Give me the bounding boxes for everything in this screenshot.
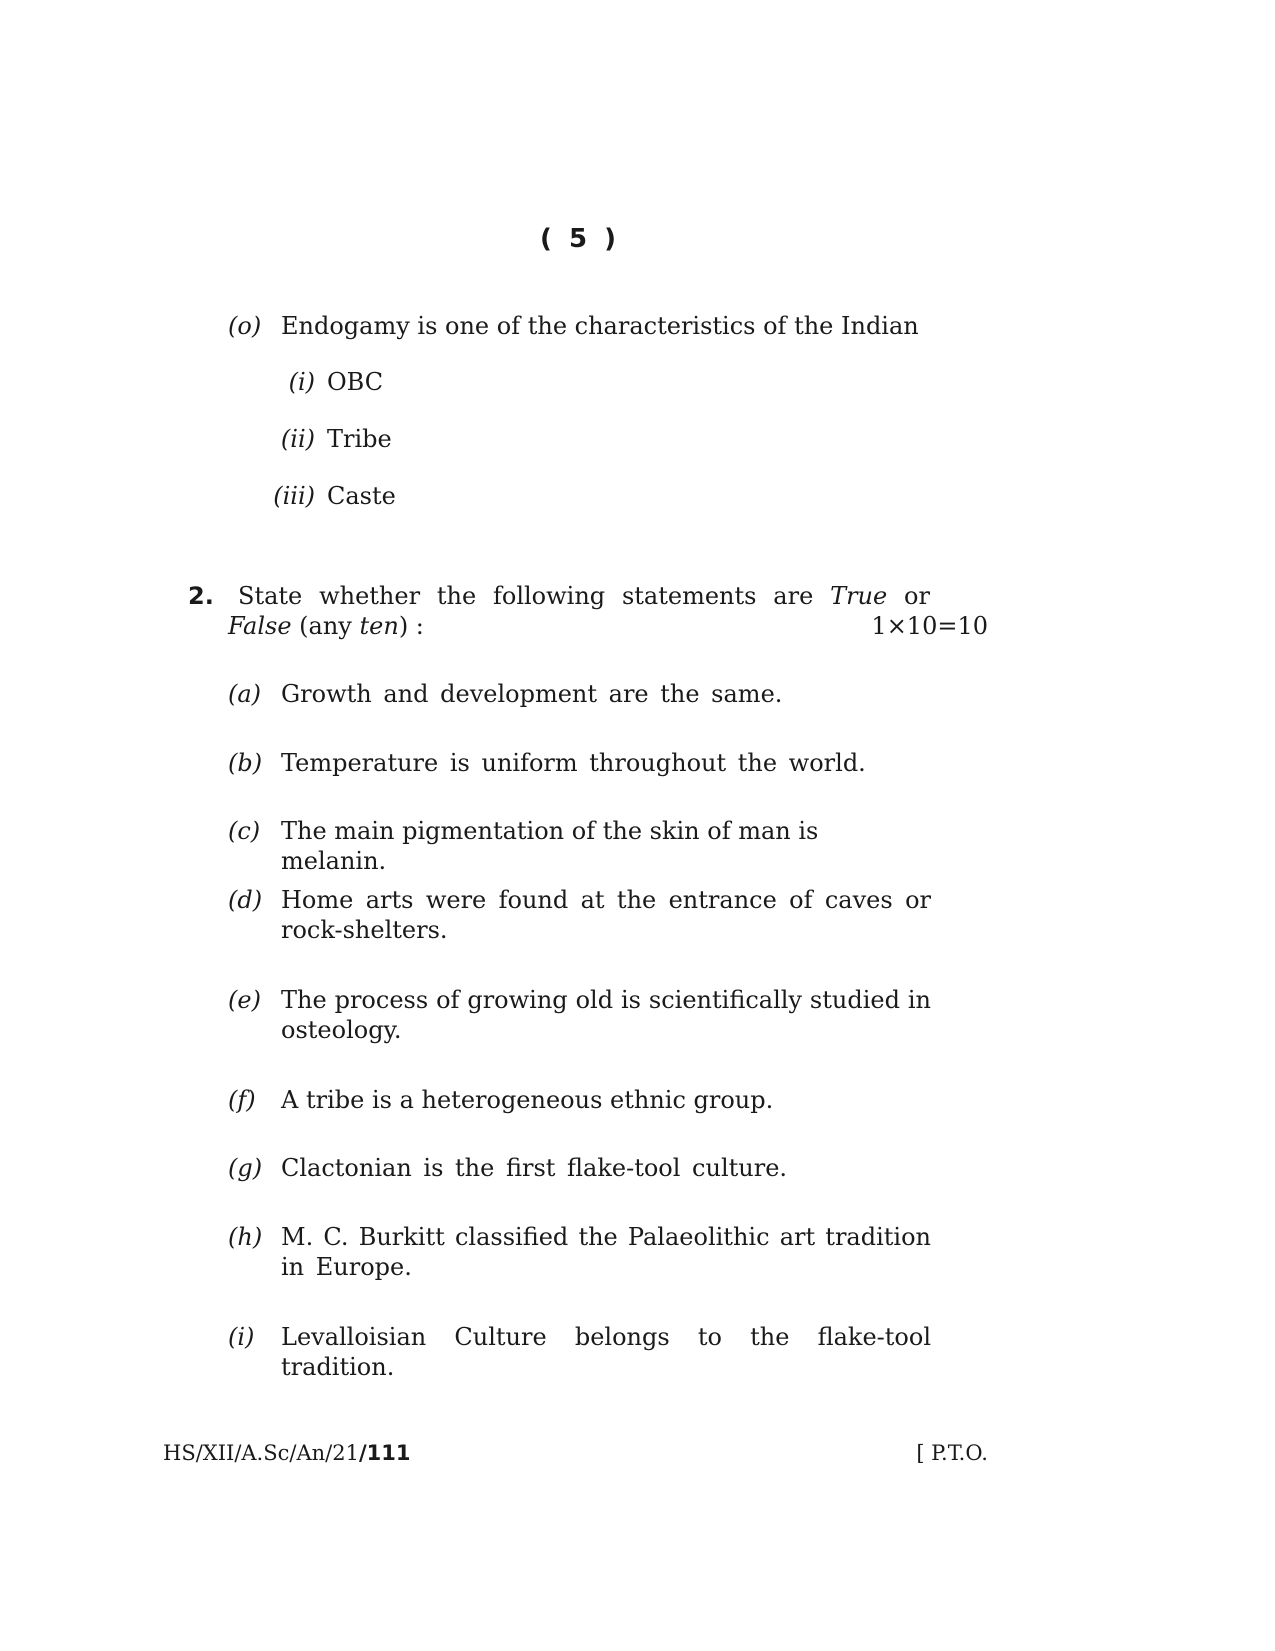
option-label: (i) bbox=[288, 368, 315, 396]
item-label: (f) bbox=[228, 1086, 256, 1114]
question-2-instruction-line2 bbox=[228, 611, 988, 641]
item-text: The main pigmentation of the skin of man is melanin. bbox=[281, 817, 819, 875]
instruction-word: ) : bbox=[398, 612, 424, 640]
paper-code-number: /111 bbox=[358, 1441, 411, 1465]
instruction-word: (any bbox=[299, 612, 352, 640]
instruction-word-ten: ten bbox=[359, 612, 399, 640]
option-text: OBC bbox=[327, 368, 384, 396]
option-text: Caste bbox=[327, 482, 396, 510]
marks: 1×10=10 bbox=[871, 612, 988, 640]
item-text: Levalloisian Culture belongs to the flake-tool bbox=[281, 1323, 931, 1351]
item-text-continuation: osteology. bbox=[281, 1016, 402, 1044]
option-text: Tribe bbox=[327, 425, 392, 453]
question-o-label: (o) bbox=[228, 312, 262, 340]
question-2-instruction-line1 bbox=[238, 581, 930, 611]
instruction-word: whether bbox=[319, 582, 421, 610]
instruction-word: or bbox=[904, 582, 930, 610]
pto-label: [ P.T.O. bbox=[916, 1441, 988, 1465]
question-o-text: Endogamy is one of the characteristics of the Indian bbox=[281, 312, 919, 340]
item-label: (d) bbox=[228, 886, 263, 914]
item-text: The process of growing old is scientifically studied in bbox=[281, 986, 931, 1014]
item-text-continuation: rock-shelters. bbox=[281, 916, 448, 944]
item-text: Clactonian is the first flake-tool culture. bbox=[281, 1154, 788, 1182]
item-text-continuation: in Europe. bbox=[281, 1253, 412, 1281]
item-label: (e) bbox=[228, 986, 261, 1014]
instruction-word: following bbox=[492, 582, 606, 610]
instruction-word: the bbox=[436, 582, 477, 610]
paper-code-prefix: HS/XII/A.Sc/An/21 bbox=[163, 1441, 359, 1465]
item-text: Growth and development are the same. bbox=[281, 680, 783, 708]
item-label: (g) bbox=[228, 1154, 263, 1182]
item-label: (c) bbox=[228, 817, 261, 845]
item-label: (a) bbox=[228, 680, 262, 708]
option-label: (ii) bbox=[280, 425, 315, 453]
instruction-word-true: True bbox=[830, 582, 888, 610]
item-label: (h) bbox=[228, 1223, 263, 1251]
instruction-word-false: False bbox=[228, 612, 292, 640]
item-text: A tribe is a heterogeneous ethnic group. bbox=[281, 1086, 774, 1114]
item-label: (i) bbox=[228, 1323, 255, 1351]
option-label: (iii) bbox=[273, 482, 315, 510]
instruction-word: State bbox=[238, 582, 303, 610]
item-label: (b) bbox=[228, 749, 263, 777]
item-text: M. C. Burkitt classified the Palaeolithic art tradition bbox=[281, 1223, 931, 1251]
instruction-word: are bbox=[773, 582, 814, 610]
instruction-word: statements bbox=[621, 582, 757, 610]
item-text: Temperature is uniform throughout the world. bbox=[281, 749, 866, 777]
item-text: Home arts were found at the entrance of caves or bbox=[281, 886, 931, 914]
page-number: ( 5 ) bbox=[540, 224, 620, 254]
item-text-continuation: tradition. bbox=[281, 1353, 395, 1381]
paper-code bbox=[163, 1440, 410, 1466]
question-number: 2. bbox=[188, 582, 214, 610]
